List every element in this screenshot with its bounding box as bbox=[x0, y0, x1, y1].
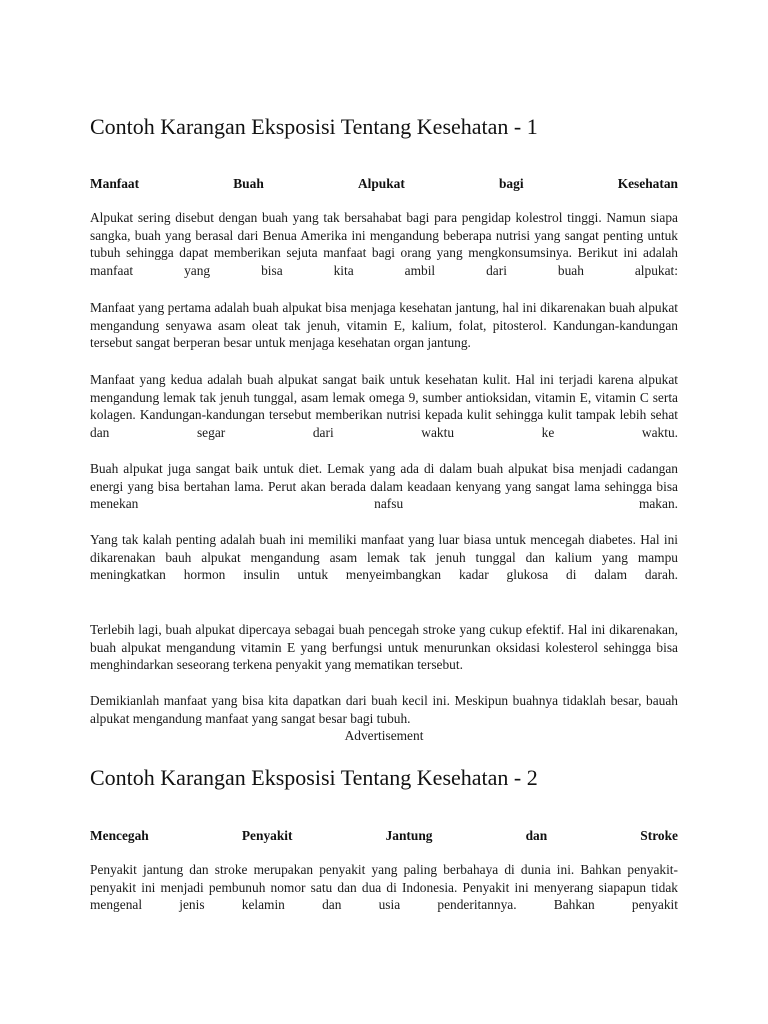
paragraph: Penyakit jantung dan stroke merupakan penyakit yang paling berbahaya di dunia ini. Bahkan penyakit-penyakit ini menjadi pembunuh nomor satu dan dua di Indonesia. Penyakit ini menyerang siapapun tidak mengenal jenis kelamin dan usia penderitannya. Bahkan penyakit bbox=[90, 862, 678, 913]
paragraph: Manfaat yang pertama adalah buah alpukat bisa menjaga kesehatan jantung, hal ini dikarenakan buah alpukat mengandung senyawa asam oleat tak jenuh, vitamin E, kalium, folat, pitosterol. Kandungan-kandungan tersebut sangat berperan besar untuk menjaga kesehatan organ jantung. bbox=[90, 300, 678, 351]
subtitle-word: Manfaat bbox=[90, 176, 140, 191]
subtitle-word: dan bbox=[525, 828, 548, 843]
paragraph: Yang tak kalah penting adalah buah ini memiliki manfaat yang luar biasa untuk mencegah diabetes. Hal ini dikarenakan bauh alpukat mengandung asam lemak tak jenuh tunggal dan kalium yang mampu meningkatkan hormon insulin untuk menyeimbangkan kadar glukosa di dalam darah. bbox=[90, 532, 678, 583]
subtitle-word: Mencegah bbox=[90, 828, 149, 843]
subtitle-word: Stroke bbox=[640, 828, 678, 843]
section-2-title: Contoh Karangan Eksposisi Tentang Kesehatan - 2 bbox=[90, 765, 538, 790]
subtitle-word: bagi bbox=[498, 176, 524, 191]
subtitle-word: Alpukat bbox=[357, 176, 405, 191]
subtitle-word: Buah bbox=[233, 176, 264, 191]
paragraph: Demikianlah manfaat yang bisa kita dapatkan dari buah kecil ini. Meskipun buahnya tidaklah besar, bauah alpukat mengandung manfaat yang sangat besar bagi tubuh. bbox=[90, 693, 678, 726]
advertisement-label: Advertisement bbox=[344, 728, 424, 743]
paragraph: Terlebih lagi, buah alpukat dipercaya sebagai buah pencegah stroke yang cukup efektif. Hal ini dikarenakan, buah alpukat mengandung vitamin E yang berfungsi untuk menurunkan oksidasi kolesterol sehingga bisa menghindarkan seseorang terkena penyakit yang mematikan tersebut. bbox=[90, 622, 678, 673]
paragraph: Buah alpukat juga sangat baik untuk diet. Lemak yang ada di dalam buah alpukat bisa menjadi cadangan energi yang bisa bertahan lama. Perut akan berada dalam keadaan kenyang yang sangat lama sehingga bisa menekan nafsu makan. bbox=[90, 461, 678, 512]
paragraph: Alpukat sering disebut dengan buah yang tak bersahabat bagi para pengidap kolestrol tinggi. Namun siapa sangka, buah yang berasal dari Benua Amerika ini mengandung beberapa nutrisi yang sangat penting untuk tubuh sehingga dapat memberikan sejuta manfaat bagi orang yang mengkonsumsinya. Berikut ini adalah manfaat yang bisa kita ambil dari buah alpukat: bbox=[90, 210, 678, 278]
section-1-title: Contoh Karangan Eksposisi Tentang Kesehatan - 1 bbox=[90, 114, 538, 139]
subtitle-word: Penyakit bbox=[241, 828, 293, 843]
section-1-subtitle bbox=[90, 175, 678, 193]
subtitle-word: Jantung bbox=[385, 828, 433, 843]
section-2-subtitle bbox=[90, 827, 678, 845]
paragraph: Manfaat yang kedua adalah buah alpukat sangat baik untuk kesehatan kulit. Hal ini terjadi karena alpukat mengandung lemak tak jenuh tunggal, asam lemak omega 9, sumber antioksidan, vitamin E, vitamin C serta kolagen. Kandungan-kandungan tersebut memberikan nutrisi kepada kulit sehingga kulit tampak lebih sehat dan segar dari waktu ke waktu. bbox=[90, 372, 678, 440]
subtitle-word: Kesehatan bbox=[617, 176, 678, 191]
